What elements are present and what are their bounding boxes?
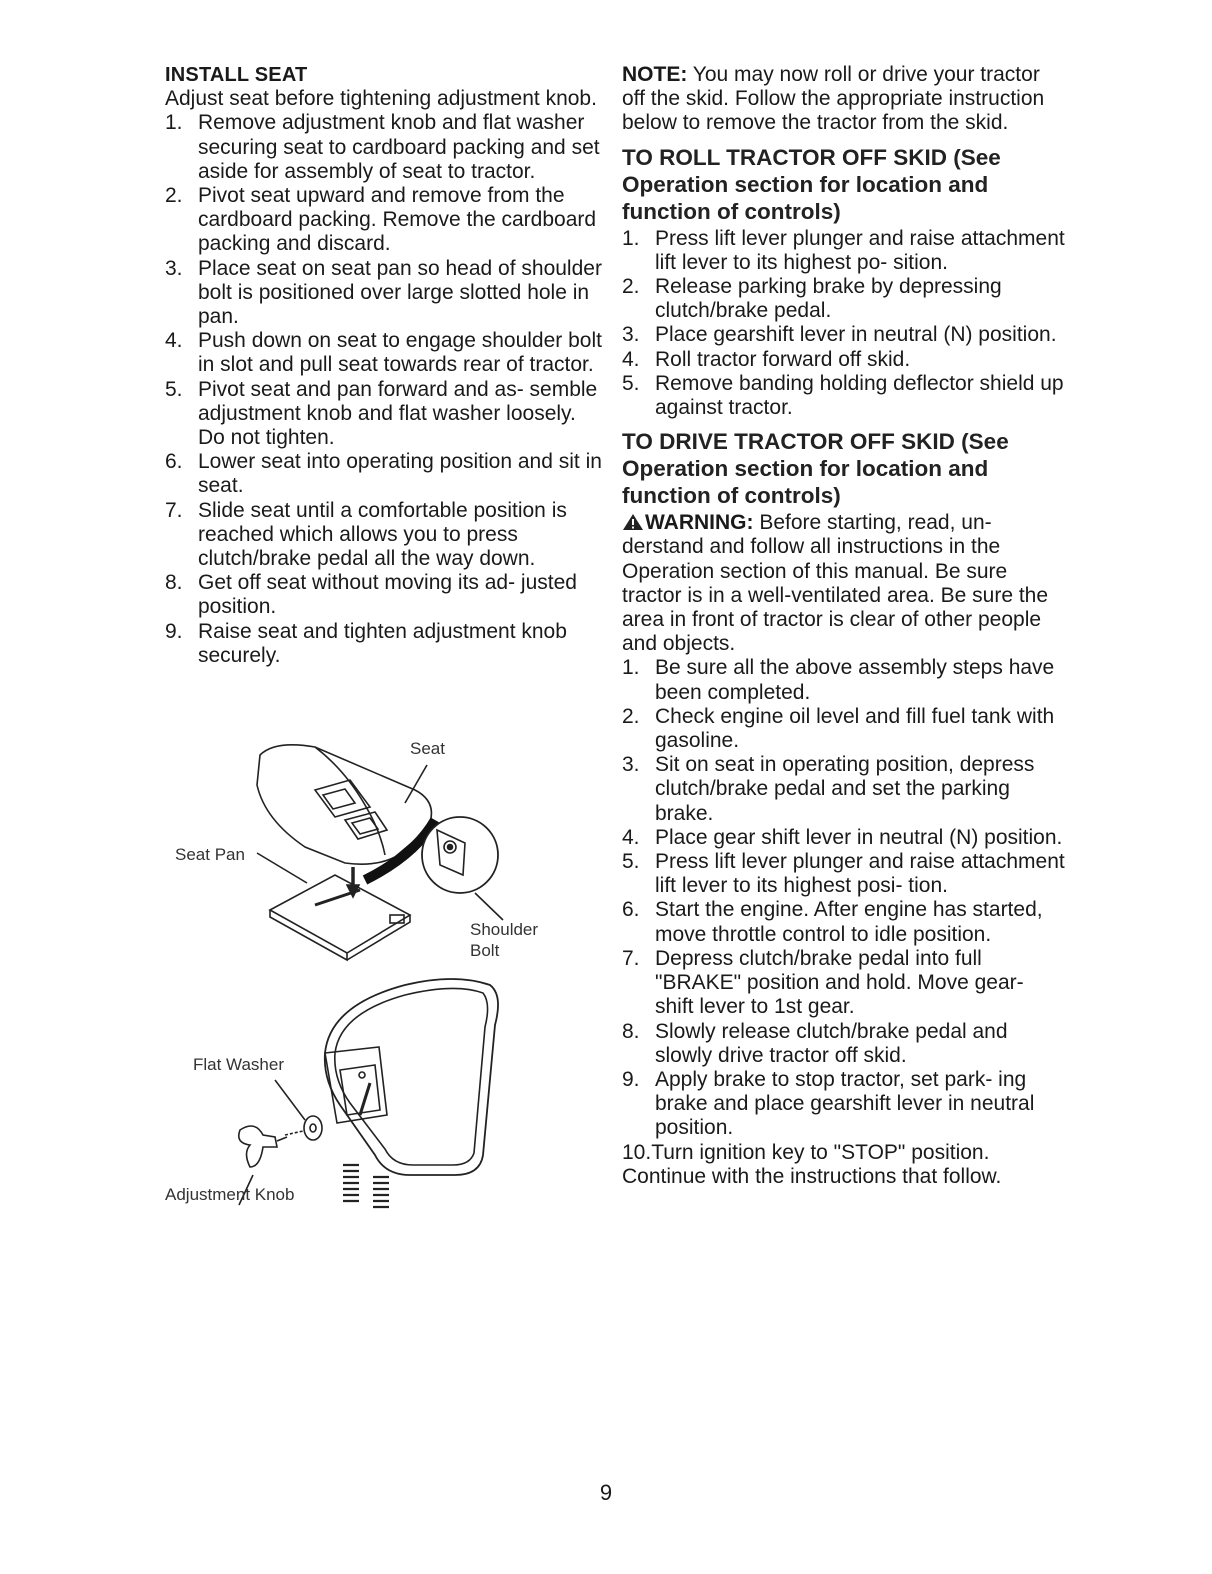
install-seat-intro: Adjust seat before tightening adjustment knob. bbox=[165, 87, 597, 111]
list-item: 6. Lower seat into operating position and sit in seat. bbox=[165, 450, 602, 498]
list-item: 1. Be sure all the above assembly steps have been completed. bbox=[622, 656, 1055, 704]
label-seat: Seat bbox=[410, 739, 445, 758]
page-number: 9 bbox=[599, 1480, 613, 1505]
list-item: 3. Place gearshift lever in neutral (N) position. bbox=[622, 323, 1057, 347]
note-paragraph bbox=[622, 63, 1067, 136]
list-item: 2. Check engine oil level and fill fuel tank with gasoline. bbox=[622, 704, 1055, 753]
seat-assembly-figure bbox=[165, 735, 585, 1225]
label-seat-pan: Seat Pan bbox=[175, 845, 245, 864]
list-item: 1. Press lift lever plunger and raise attachment lift lever to its highest po- sition. bbox=[622, 226, 1065, 274]
seat-assembly-illustration bbox=[165, 735, 585, 1225]
right-column bbox=[622, 63, 1067, 1189]
list-item: 2. Pivot seat upward and remove from the cardboard packing. Remove the cardboard packing and discard. bbox=[165, 184, 597, 256]
drive-tractor-steps bbox=[622, 656, 1067, 1140]
drive-tractor-heading: TO DRIVE TRACTOR OFF SKID (See Operation section for location and function of controls) bbox=[622, 429, 1009, 509]
label-flat-washer: Flat Washer bbox=[193, 1055, 285, 1074]
list-item: 5. Remove banding holding deflector shield up against tractor. bbox=[622, 371, 1064, 420]
list-item: 7. Depress clutch/brake pedal into full "BRAKE" position and hold. Move gear- shift lever to 1st gear. bbox=[622, 946, 1024, 1019]
list-item: 8. Slowly release clutch/brake pedal and slowly drive tractor off skid. bbox=[622, 1019, 1008, 1067]
list-item: 3. Place seat on seat pan so head of shoulder bolt is positioned over large slotted hole in pan. bbox=[165, 256, 602, 329]
left-column bbox=[165, 63, 605, 668]
warning-icon bbox=[622, 513, 644, 531]
roll-tractor-heading: TO ROLL TRACTOR OFF SKID (See Operation section for location and function of controls) bbox=[622, 144, 1001, 224]
closing-text: Continue with the instructions that follow. bbox=[622, 1164, 1002, 1188]
label-adjustment-knob: Adjustment Knob bbox=[165, 1185, 295, 1204]
install-seat-steps bbox=[165, 111, 605, 668]
list-item: 9. Apply brake to stop tractor, set park- ing brake and place gearshift lever in neutral position. bbox=[622, 1067, 1035, 1140]
note-label: NOTE: bbox=[622, 63, 688, 86]
list-item: 4. Place gear shift lever in neutral (N) position. bbox=[622, 825, 1063, 849]
warning-label: WARNING: bbox=[645, 511, 754, 535]
roll-tractor-steps bbox=[622, 227, 1067, 421]
list-item: 4. Push down on seat to engage shoulder bolt in slot and pull seat towards rear of tractor. bbox=[165, 329, 602, 377]
list-item: 6. Start the engine. After engine has started, move throttle control to idle position. bbox=[622, 898, 1043, 946]
list-item: 5. Pivot seat and pan forward and as- semble adjustment knob and flat washer loosely. Do not tighten. bbox=[165, 377, 598, 450]
list-item: 3. Sit on seat in operating position, depress clutch/brake pedal and set the parking brake. bbox=[622, 753, 1035, 825]
warning-paragraph bbox=[622, 511, 1067, 656]
step-10: 10.Turn ignition key to "STOP" position. bbox=[622, 1140, 990, 1164]
label-shoulder: Shoulder bbox=[470, 920, 539, 939]
warning-text: Before starting, read, un- derstand and follow all instructions in the Operation section of this manual. Be sure tractor is in a well-ventilated area. Be sure the area in front of tractor is clear of other people and objects. bbox=[622, 511, 1049, 656]
list-item: 2. Release parking brake by depressing clutch/brake pedal. bbox=[622, 275, 1002, 323]
list-item: 7. Slide seat until a comfortable position is reached which allows you to press clutch/brake pedal all the way down. bbox=[165, 498, 567, 571]
list-item: 9. Raise seat and tighten adjustment knob securely. bbox=[165, 619, 567, 667]
list-item: 1. Remove adjustment knob and flat washer securing seat to cardboard packing and set aside for assembly of seat to tractor. bbox=[165, 111, 600, 183]
label-bolt: Bolt bbox=[470, 941, 500, 960]
list-item: 5. Press lift lever plunger and raise attachment lift lever to its highest posi- tion. bbox=[622, 850, 1065, 898]
list-item: 4. Roll tractor forward off skid. bbox=[622, 347, 911, 371]
install-seat-heading: INSTALL SEAT bbox=[165, 64, 308, 86]
list-item: 8. Get off seat without moving its ad- justed position. bbox=[165, 571, 577, 619]
note-text: You may now roll or drive your tractor off the skid. Follow the appropriate instruction below to remove the tractor from the skid. bbox=[622, 63, 1045, 135]
